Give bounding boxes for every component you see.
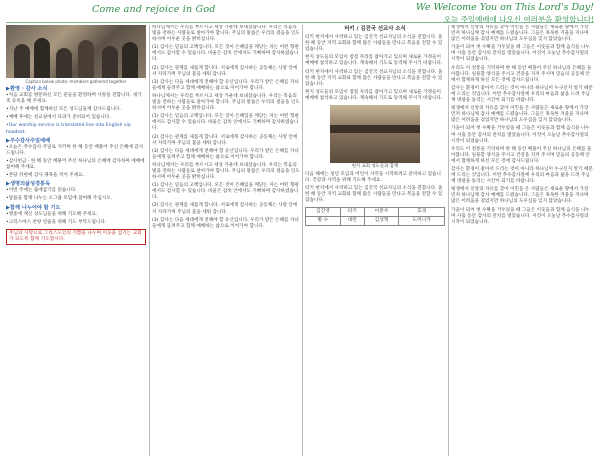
section-title-welcome: ▶환영 · 감사 소식 bbox=[6, 86, 48, 92]
column-announcements bbox=[6, 25, 146, 458]
essay-paragraph-7: 우리도 이 전통을 기억하며 한 해 동안 베풀어 주신 하나님의 은혜를 돌아봅니다. 일용할 양식을 주시고 건강을 지켜 주시며 믿음의 공동체 안에서 함께하게 하신 모든 것에 감사드립니다. bbox=[451, 146, 592, 164]
sermon-paragraph-2: (1) 감사는 믿음의 고백입니다. 모든 것이 은혜임을 깨닫는 자는 어떤 형편에서도 감사할 수 있습니다. 바울은 감옥 안에서도 기뻐하며 감사하였습니다. bbox=[152, 45, 299, 63]
table-cell: 터키 bbox=[340, 208, 364, 217]
sermon-paragraph-6: (1) 감사는 믿음의 고백입니다. 모든 것이 은혜임을 깨닫는 자는 어떤 형편에서도 감사할 수 있습니다. 바울은 감옥 안에서도 기뻐하며 감사하였습니다. bbox=[152, 114, 299, 132]
table-cell: 김성혁 bbox=[364, 217, 399, 226]
header-divider bbox=[6, 22, 594, 23]
missionary-paragraph-5: 다음 해에는 청년 모임과 어린이 사역을 시작하려고 준비하고 있습니다. 건강과 사역을 위해 기도해 주세요. bbox=[305, 171, 441, 183]
thanksgiving-line-3: •본당 뒤편에 감사 제목을 적어 주세요. bbox=[6, 173, 85, 179]
prayer-line-1: •병중에 계신 성도님들을 위해 기도해 주세요. bbox=[6, 211, 98, 217]
welcome-title-ko: 오늘 주일예배에 나오신 여러분을 환영합니다! bbox=[443, 15, 594, 24]
essay-paragraph-6: 가을이 되어 첫 수확을 거두었을 때 그들은 이웃들과 함께 음식을 나누며 사흘 동안 감사의 잔치를 열었습니다. 이것이 오늘날 추수감사절의 시작이 되었습니다. bbox=[451, 126, 590, 144]
essay-paragraph-3: 우리도 이 전통을 기억하며 한 해 동안 베풀어 주신 하나님의 은혜를 돌아봅니다. 일용할 양식을 주시고 건강을 지켜 주시며 믿음의 공동체 안에서 함께하게 하신 모든 것에 감사드립니다. bbox=[451, 65, 592, 83]
table-cell: 황 수 bbox=[306, 217, 341, 226]
table-cell: 이분우 bbox=[364, 208, 399, 217]
sermon-paragraph-1: 하나님께서는 우리를 부르시고 세상 가운데 보내셨습니다. 우리는 복음의 빛을 전하는 사람들로 살아가야 합니다. 주님의 말씀은 우리의 걸음을 인도하시며 어두운 곳을 밝히십니다. bbox=[152, 25, 300, 43]
table-cell: 도미니카 bbox=[399, 217, 445, 226]
thanksgiving-line-1: •오늘은 추수감사 주일로 지키며 한 해 동안 베풀어 주신 은혜에 감사드립니다. bbox=[6, 144, 144, 156]
prayer-line-2: •크리스마스 찬양 연습을 위해 기도 부탁드립니다. bbox=[6, 219, 107, 225]
missionary-paragraph-4: 현지 성도들의 모임이 점점 자리를 잡아가고 있으며 새로운 가정들이 예배에 참석하고 있습니다. 계속해서 기도로 동역해 주시기 바랍니다. bbox=[305, 89, 443, 101]
sermon-paragraph-10: (1) 감사는 믿음의 고백입니다. 모든 것이 은혜임을 깨닫는 자는 어떤 형편에서도 감사할 수 있습니다. 바울은 감옥 안에서도 기뻐하며 감사하였습니다. bbox=[152, 183, 299, 201]
sermon-paragraph-4: (3) 감사는 다음 세대에게 전해야 할 유산입니다. 우리가 받은 은혜를 자녀들에게 들려주고 함께 예배하는 삶으로 이어가야 합니다. bbox=[152, 79, 299, 91]
missionary-paragraph-6: 터키 현지에서 사역하고 있는 김진국 선교사님의 소식을 전합니다. 올 한 해 동안 지역 교회와 함께 많은 사람들을 만나고 복음을 전할 수 있었습니다. bbox=[305, 185, 443, 203]
sermon-paragraph-11: (2) 감사는 관계를 새롭게 합니다. 서로에게 감사하는 공동체는 사랑 안에서 자라가며 주님의 몸을 세워 갑니다. bbox=[152, 203, 298, 215]
sermon-paragraph-7: (2) 감사는 관계를 새롭게 합니다. 서로에게 감사하는 공동체는 사랑 안에서 자라가며 주님의 몸을 세워 갑니다. bbox=[152, 134, 298, 146]
welcome-title-en: We Welcome You on This Lord's Day! bbox=[415, 2, 594, 13]
welcome-line-4: •Our worship service is translated live into English via headset. bbox=[6, 123, 131, 135]
missionary-table bbox=[305, 207, 445, 226]
essay-paragraph-9: 평생에서 신앙의 자유를 찾아 이민을 온 사람들은 새로운 땅에서 가장 먼저 하나님께 감사 예배를 드렸습니다. 그들은 혹독한 겨울을 지나며 많은 어려움을 겪었지만 하나님의 도우심을 잊지 않았습니다. bbox=[451, 187, 589, 205]
thanksgiving-line-2: •감사헌금 · 한 해 동안 베풀어 주신 하나님의 은혜에 감사하며 예배에 참여해 주세요. bbox=[6, 158, 145, 171]
column-sermon-notes bbox=[152, 25, 300, 458]
column-thanksgiving-essay bbox=[451, 25, 594, 458]
table-cell: 김진영 bbox=[306, 208, 341, 217]
essay-paragraph-4: 감사는 환경이 좋아서 드리는 것이 아니라 하나님이 누구신지 알기 때문에 드리는 것입니다. 이번 추수감사절에 우리의 마음과 삶을 드려 주님께 영광을 돌리는 시간이 되기를 바랍니다. bbox=[451, 85, 593, 104]
section-title-bible-reading: ▶생명의삶성경통독 bbox=[6, 181, 51, 188]
table-cell: 호경 bbox=[399, 208, 445, 217]
essay-paragraph-10: 가을이 되어 첫 수확을 거두었을 때 그들은 이웃들과 함께 음식을 나누며 사흘 동안 감사의 잔치를 열었습니다. 이것이 오늘날 추수감사절의 시작이 되었습니다. bbox=[451, 207, 590, 225]
column-divider-2 bbox=[302, 25, 303, 456]
group-photo bbox=[6, 25, 146, 78]
missionary-paragraph-2: 현지 성도들의 모임이 점점 자리를 잡아가고 있으며 새로운 가정들이 예배에 참석하고 있습니다. 계속해서 기도로 동역해 주시기 바랍니다. bbox=[305, 55, 443, 67]
photo-caption: Caption below photo: members gathered together bbox=[25, 79, 127, 84]
column-divider-3 bbox=[448, 25, 449, 456]
sermon-paragraph-5: 하나님께서는 우리를 부르시고 세상 가운데 보내셨습니다. 우리는 복음의 빛을 전하는 사람들로 살아가야 합니다. 주님의 말씀은 우리의 걸음을 인도하시며 어두운 곳을 밝히십니다. bbox=[152, 93, 300, 112]
bible-line-2: •말씀을 함께 나누는 소그룹 모임에 참여해 주십시오. bbox=[6, 196, 113, 202]
newsletter-left-title: Come and rejoice in God bbox=[92, 4, 216, 15]
essay-paragraph-5: 평생에서 신앙의 자유를 찾아 이민을 온 사람들은 새로운 땅에서 가장 먼저 하나님께 감사 예배를 드렸습니다. 그들은 혹독한 겨울을 지나며 많은 어려움을 겪었지만 하나님의 도우심을 잊지 않았습니다. bbox=[451, 106, 589, 124]
table-row bbox=[306, 208, 445, 217]
table-cell: 대만 bbox=[340, 217, 364, 226]
section-title-prayer: ▶함께 나누어야 할 기도 bbox=[6, 204, 61, 211]
sermon-paragraph-12: (3) 감사는 다음 세대에게 전해야 할 유산입니다. 우리가 받은 은혜를 자녀들에게 들려주고 함께 예배하는 삶으로 이어가야 합니다. bbox=[152, 217, 299, 229]
welcome-line-1: •처음 교회를 방문하신 모든 분들을 환영하며 사랑을 전합니다. 새가족 등록을 해 주세요. bbox=[6, 93, 142, 105]
table-row bbox=[306, 217, 445, 226]
welcome-line-2: •지난 주 예배에 함께하신 모든 성도님들께 감사드립니다. bbox=[6, 107, 121, 113]
welcome-line-3: •예배 후에는 친교실에서 다과가 준비되어 있습니다. bbox=[6, 115, 111, 121]
section-title-thanksgiving: ▶주수감사주일예배 bbox=[6, 137, 51, 144]
missionary-photo-caption: 현지 교회 성도들과 함께 bbox=[351, 164, 399, 170]
bible-line-1: •이번 주에는 출애굽기를 읽습니다. bbox=[6, 188, 77, 194]
essay-paragraph-8: 감사는 환경이 좋아서 드리는 것이 아니라 하나님이 누구신지 알기 때문에 드리는 것입니다. 이번 추수감사절에 우리의 마음과 삶을 드려 주님께 영광을 돌리는 시간이 되기를 바랍니다. bbox=[451, 166, 593, 185]
sermon-paragraph-9: 하나님께서는 우리를 부르시고 세상 가운데 보내셨습니다. 우리는 복음의 빛을 전하는 사람들로 살아가야 합니다. 주님의 말씀은 우리의 걸음을 인도하시며 어두운 곳을 밝히십니다. bbox=[152, 162, 300, 181]
column-missionary-news bbox=[305, 25, 445, 458]
missionary-paragraph-1: 터키 현지에서 사역하고 있는 김진국 선교사님의 소식을 전합니다. 올 한 해 동안 지역 교회와 함께 많은 사람들을 만나고 복음을 전할 수 있었습니다. bbox=[305, 35, 443, 53]
essay-paragraph-2: 가을이 되어 첫 수확을 거두었을 때 그들은 이웃들과 함께 음식을 나누며 사흘 동안 감사의 잔치를 열었습니다. 이것이 오늘날 추수감사절의 시작이 되었습니다. bbox=[451, 45, 590, 63]
missionary-paragraph-3: 터키 현지에서 사역하고 있는 김진국 선교사님의 소식을 전합니다. 올 한 해 동안 지역 교회와 함께 많은 사람들을 만나고 복음을 전할 수 있었습니다. bbox=[305, 69, 443, 87]
essay-paragraph-1: 평생에서 신앙의 자유를 찾아 이민을 온 사람들은 새로운 땅에서 가장 먼저 하나님께 감사 예배를 드렸습니다. 그들은 혹독한 겨울을 지나며 많은 어려움을 겪었지만 하나님의 도우심을 잊지 않았습니다. bbox=[451, 25, 589, 43]
sermon-paragraph-3: (2) 감사는 관계를 새롭게 합니다. 서로에게 감사하는 공동체는 사랑 안에서 자라가며 주님의 몸을 세워 갑니다. bbox=[152, 65, 298, 77]
column-divider-1 bbox=[149, 25, 150, 456]
sermon-paragraph-8: (3) 감사는 다음 세대에게 전해야 할 유산입니다. 우리가 받은 은혜를 자녀들에게 들려주고 함께 예배하는 삶으로 이어가야 합니다. bbox=[152, 148, 299, 160]
missionary-title: 터키 / 김진국 선교사 소식 bbox=[344, 26, 406, 32]
missionary-photo bbox=[330, 105, 420, 163]
notice-box: 주님의 사랑으로 그리스도인의 기쁨을 나누며 이웃을 섬기는 교회가 되도록 함께 기도합시다. bbox=[6, 229, 146, 245]
